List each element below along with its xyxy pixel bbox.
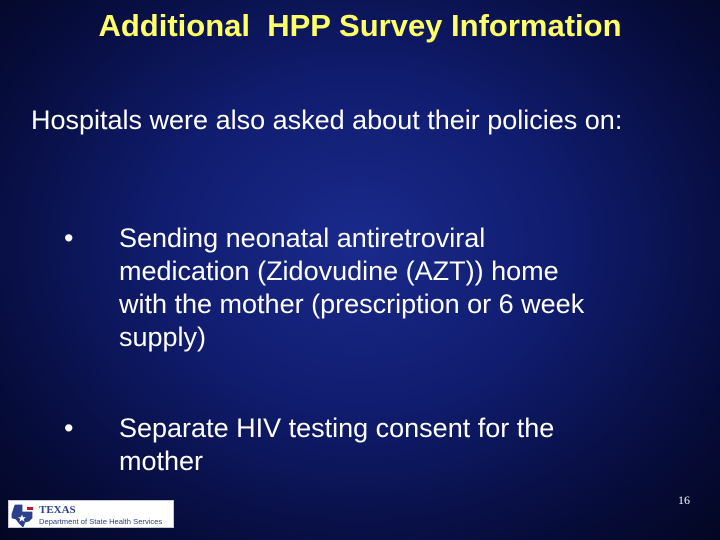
bullet-text: Separate HIV testing consent for the mother [119, 413, 555, 476]
slide-title: Additional HPP Survey Information [98, 8, 622, 43]
intro-text: Hospitals were also asked about their policies on: [31, 105, 623, 135]
bullet-marker: • [64, 223, 74, 253]
texas-state-outline-icon [12, 505, 33, 527]
logo-texas-text: TEXAS [39, 504, 76, 516]
bullet-text: Sending neonatal antiretroviral medication (Zidovudine (AZT)) home with the mother (prescription or 6 week supply) [119, 223, 585, 352]
bullet-marker: • [64, 413, 74, 443]
texas-dshs-logo [8, 500, 174, 528]
logo-department-text: Department of State Health Services [39, 517, 163, 526]
texas-dshs-logo-graphic [9, 501, 174, 528]
page-number: 16 [678, 493, 690, 507]
